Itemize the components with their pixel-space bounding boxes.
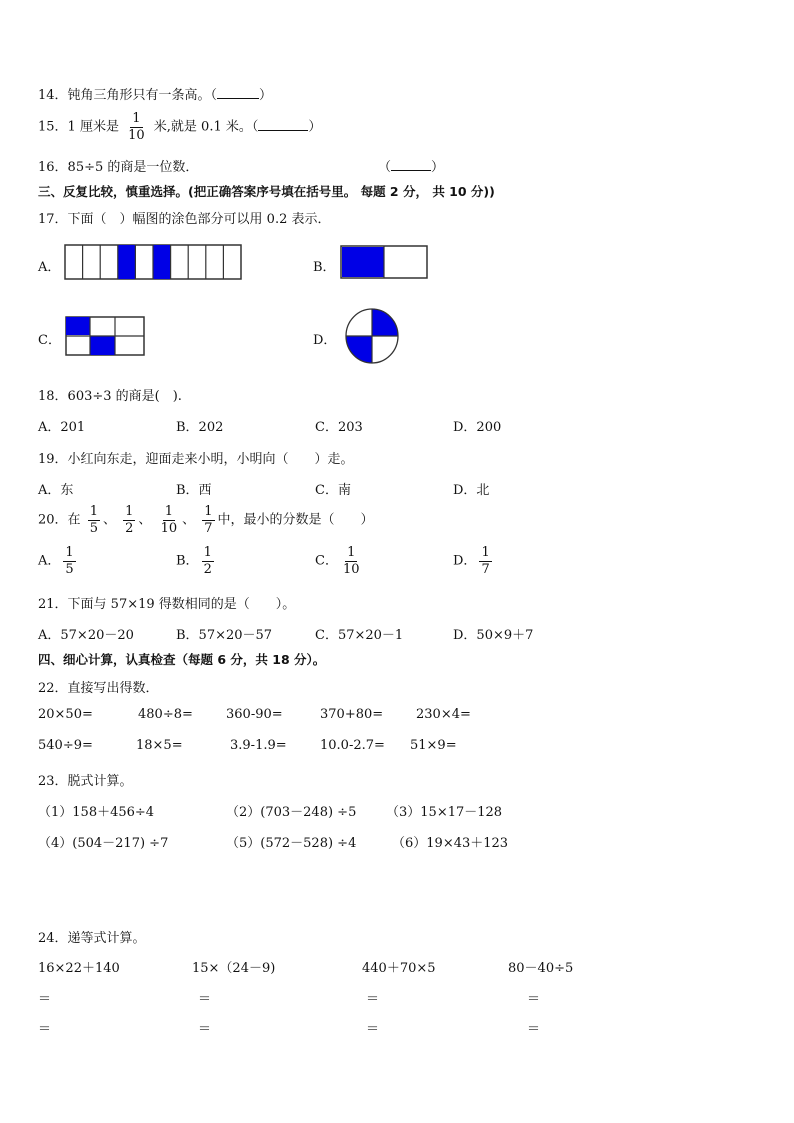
fraction-numerator: 1 bbox=[125, 504, 134, 519]
option-d-label: D． bbox=[313, 333, 337, 348]
fraction-denominator: 7 bbox=[481, 561, 490, 577]
q24-expression: 15×（24－9) bbox=[192, 961, 276, 976]
fraction-numerator: 1 bbox=[347, 545, 356, 560]
question-14 bbox=[38, 84, 272, 103]
option-d-figure-circle[interactable] bbox=[345, 307, 399, 365]
fraction-numerator: 1 bbox=[164, 504, 173, 519]
option-c-figure-grid[interactable] bbox=[65, 316, 145, 356]
q19-option-a[interactable]: A．东 bbox=[38, 483, 74, 498]
equals-sign: ＝ bbox=[38, 1022, 52, 1037]
equals-sign: ＝ bbox=[527, 992, 541, 1007]
fraction-numerator: 1 bbox=[65, 545, 74, 560]
q23-item: （2）(703－248) ÷5 bbox=[226, 805, 357, 820]
equals-sign: ＝ bbox=[198, 992, 212, 1007]
fraction bbox=[202, 505, 214, 535]
q19-option-b[interactable]: B．西 bbox=[176, 483, 212, 498]
answer-blank[interactable] bbox=[258, 118, 308, 131]
fraction-denominator: 10 bbox=[160, 520, 178, 536]
fraction bbox=[479, 546, 491, 576]
q22-item: 3.9-1.9= bbox=[230, 738, 287, 753]
fraction bbox=[88, 505, 100, 535]
q22-item: 18×5= bbox=[136, 738, 183, 753]
q21-option-b[interactable]: B．57×20－57 bbox=[176, 628, 273, 643]
equals-sign: ＝ bbox=[38, 992, 52, 1007]
q19-option-c[interactable]: C．南 bbox=[315, 483, 351, 498]
equals-sign: ＝ bbox=[198, 1022, 212, 1037]
question-15-pre: 15．1 厘米是 bbox=[38, 119, 119, 135]
option-label: C． bbox=[315, 553, 338, 569]
q22-item: 370+80= bbox=[320, 707, 384, 722]
q21-option-a[interactable]: A．57×20－20 bbox=[38, 628, 134, 643]
question-19-stem: 19．小红向东走，迎面走来小明，小明向（ ）走。 bbox=[38, 452, 354, 467]
fraction bbox=[123, 505, 135, 535]
question-18-stem: 18．603÷3 的商是( ). bbox=[38, 389, 182, 404]
question-20-stem bbox=[38, 505, 374, 535]
q23-item: （1）158＋456÷4 bbox=[38, 805, 155, 820]
option-label: B． bbox=[176, 553, 199, 569]
question-21-stem: 21．下面与 57×19 得数相同的是（ ）。 bbox=[38, 597, 296, 612]
q22-item: 540÷9= bbox=[38, 738, 93, 753]
fraction-denominator: 10 bbox=[342, 561, 360, 577]
q23-item: （5）(572－528) ÷4 bbox=[226, 836, 357, 851]
separator: 、 bbox=[102, 512, 116, 528]
fraction bbox=[202, 546, 214, 576]
question-16-text: 16．85÷5 的商是一位数． bbox=[38, 160, 199, 175]
option-label: A． bbox=[38, 553, 61, 569]
question-15-post: 米,就是 0.1 米。（ bbox=[153, 119, 259, 135]
q20-option-c[interactable] bbox=[315, 546, 365, 576]
q18-option-d[interactable]: D．200 bbox=[453, 420, 502, 435]
q21-option-c[interactable]: C．57×20－1 bbox=[315, 628, 404, 643]
q20-option-b[interactable] bbox=[176, 546, 217, 576]
q19-option-d[interactable]: D．北 bbox=[453, 483, 490, 498]
q21-option-d[interactable]: D．50×9＋7 bbox=[453, 628, 534, 643]
q22-item: 10.0-2.7= bbox=[320, 738, 385, 753]
separator: 、 bbox=[182, 512, 196, 528]
question-17-stem: 17．下面（ ）幅图的涂色部分可以用 0.2 表示． bbox=[38, 212, 331, 227]
option-b-label: B． bbox=[313, 260, 336, 275]
equals-sign: ＝ bbox=[527, 1022, 541, 1037]
fraction-numerator: 1 bbox=[481, 545, 490, 560]
q18-option-a[interactable]: A．201 bbox=[38, 420, 86, 435]
q22-item: 20×50= bbox=[38, 707, 93, 722]
fraction-denominator: 5 bbox=[65, 561, 74, 577]
paren-open: （ bbox=[378, 160, 392, 175]
q24-expression: 440＋70×5 bbox=[362, 961, 436, 976]
answer-blank[interactable] bbox=[217, 86, 259, 99]
option-label: D． bbox=[453, 553, 477, 569]
fraction bbox=[159, 505, 180, 535]
q23-item: （3）15×17－128 bbox=[386, 805, 503, 820]
fraction-denominator: 10 bbox=[128, 127, 145, 143]
option-b-figure-half-strip[interactable] bbox=[340, 245, 428, 279]
section-4-heading: 四、细心计算，认真检查（每题 6 分，共 18 分）。 bbox=[38, 652, 326, 667]
q24-expression: 16×22＋140 bbox=[38, 961, 120, 976]
question-20-pre: 20．在 bbox=[38, 512, 81, 528]
question-14-text: 14．钝角三角形只有一条高。（ bbox=[38, 88, 218, 103]
fraction-denominator: 2 bbox=[203, 561, 212, 577]
q22-item: 230×4= bbox=[416, 707, 471, 722]
fraction bbox=[126, 112, 147, 142]
paren-close: ） bbox=[259, 88, 273, 103]
option-c-label: C． bbox=[38, 333, 61, 348]
q18-option-c[interactable]: C．203 bbox=[315, 420, 363, 435]
fraction-numerator: 1 bbox=[89, 504, 98, 519]
q20-option-a[interactable] bbox=[38, 546, 79, 576]
equals-sign: ＝ bbox=[366, 1022, 380, 1037]
paren-close: ） bbox=[431, 160, 445, 175]
fraction-numerator: 1 bbox=[203, 545, 212, 560]
q23-item: （4）(504－217) ÷7 bbox=[38, 836, 169, 851]
q20-option-d[interactable] bbox=[453, 546, 495, 576]
question-22-stem: 22．直接写出得数． bbox=[38, 681, 159, 696]
fraction-numerator: 1 bbox=[132, 111, 141, 126]
q22-item: 51×9= bbox=[410, 738, 457, 753]
q22-item: 480÷8= bbox=[138, 707, 193, 722]
q23-item: （6）19×43＋123 bbox=[392, 836, 509, 851]
fraction-numerator: 1 bbox=[204, 504, 213, 519]
q22-item: 360-90= bbox=[226, 707, 283, 722]
equals-sign: ＝ bbox=[366, 992, 380, 1007]
option-a-figure-ten-strip[interactable] bbox=[64, 244, 242, 280]
fraction-denominator: 7 bbox=[204, 520, 213, 536]
fraction-denominator: 5 bbox=[89, 520, 98, 536]
option-a-label: A． bbox=[38, 260, 61, 275]
answer-blank[interactable] bbox=[391, 158, 431, 171]
question-20-post: 中，最小的分数是（ ） bbox=[217, 512, 374, 528]
separator: 、 bbox=[138, 512, 152, 528]
question-15 bbox=[38, 112, 321, 142]
question-23-stem: 23．脱式计算。 bbox=[38, 774, 133, 789]
fraction-denominator: 2 bbox=[125, 520, 134, 536]
question-24-stem: 24．递等式计算。 bbox=[38, 931, 146, 946]
fraction bbox=[341, 546, 362, 576]
fraction bbox=[63, 546, 75, 576]
q24-expression: 80－40÷5 bbox=[508, 961, 574, 976]
question-16-answer bbox=[378, 156, 444, 175]
q18-option-b[interactable]: B．202 bbox=[176, 420, 224, 435]
section-3-heading: 三、反复比较，慎重选择。(把正确答案序号填在括号里。 每题 2 分， 共 10 分)) bbox=[38, 184, 495, 199]
question-16 bbox=[38, 156, 198, 175]
paren-close: ） bbox=[308, 119, 322, 135]
